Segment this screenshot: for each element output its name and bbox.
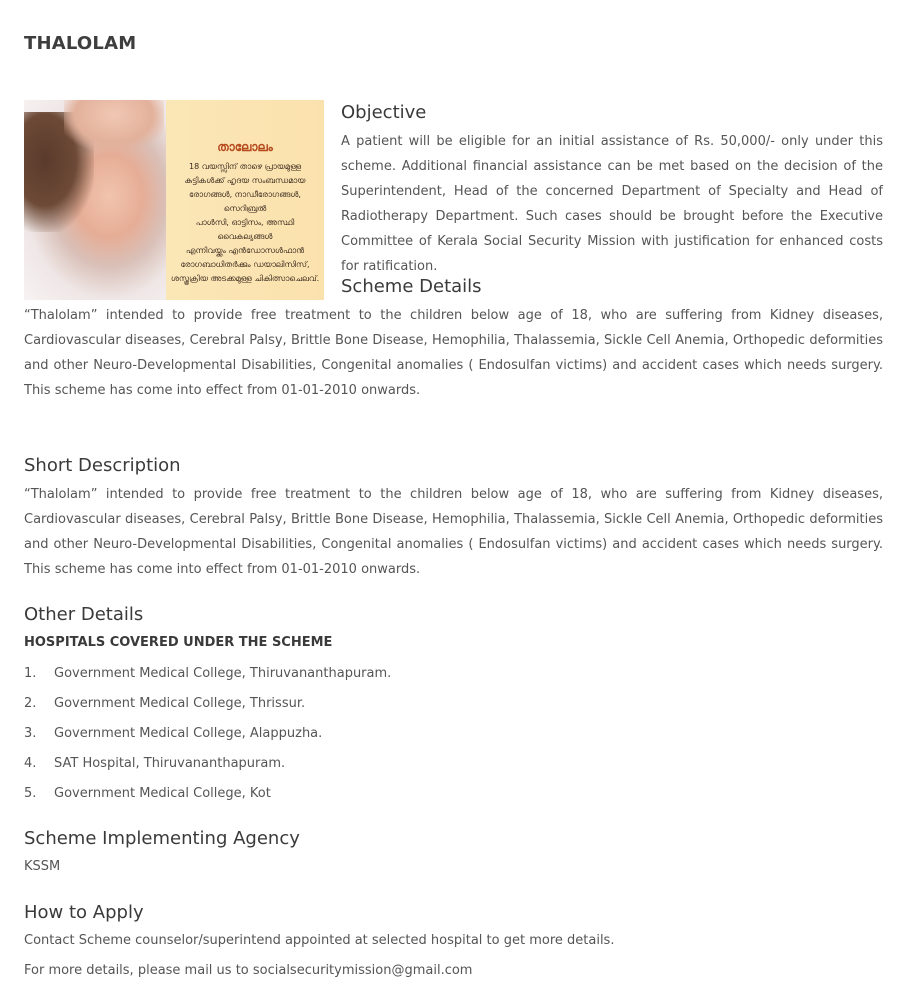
hospital-name: Government Medical College, Thiruvananthapuram. bbox=[54, 666, 392, 681]
hospital-name: Government Medical College, Thrissur. bbox=[54, 696, 306, 711]
how-to-apply-heading: How to Apply bbox=[24, 902, 144, 923]
agency-heading: Scheme Implementing Agency bbox=[24, 828, 300, 849]
poster-line: പാൾസി, ഓട്ടിസം, അസ്ഥി വൈകല്യങ്ങൾ bbox=[195, 218, 295, 241]
objective-heading: Objective bbox=[341, 102, 427, 123]
list-number: 5. bbox=[24, 786, 37, 801]
scheme-image bbox=[24, 100, 324, 300]
list-item bbox=[24, 779, 391, 809]
agency-value: KSSM bbox=[24, 859, 61, 874]
poster-title: താലോലം bbox=[217, 140, 273, 154]
short-description-text: “Thalolam” intended to provide free treatment to the children below age of 18, who are suffering from Kidney diseases, Cardiovascular diseases, Cerebral Palsy, Brittle Bone Disease, Hemophilia, Thalassemia, Sickle Cell Anemia, Orthopedic deformities and other Neuro-Developmental Disabilities, Congenital anomalies ( Endosulfan victims) and accident cases which needs surgery. This scheme has come into effect from 01-01-2010 onwards. bbox=[24, 487, 883, 577]
short-description-heading: Short Description bbox=[24, 455, 181, 476]
list-item bbox=[24, 659, 391, 689]
poster-line: രോഗങ്ങൾ, നാഡീരോഗങ്ങൾ, സെറിബ്രൽ bbox=[189, 190, 301, 213]
hand-on-forehead bbox=[64, 100, 164, 150]
hospitals-subheading: HOSPITALS COVERED UNDER THE SCHEME bbox=[24, 635, 333, 650]
poster-line: കുട്ടികൾക്ക് ഹൃദയ സംബന്ധമായ bbox=[184, 176, 306, 185]
poster-text bbox=[170, 140, 320, 286]
poster-line: എന്നിവയ്ക്കും എൻഡോസൾഫാൻ bbox=[185, 246, 305, 255]
list-item bbox=[24, 689, 391, 719]
poster-line: ശസ്ത്രക്രിയ അടക്കമുള്ള ചികിത്സാചെലവ്. bbox=[170, 274, 320, 283]
list-number: 1. bbox=[24, 666, 37, 681]
list-number: 2. bbox=[24, 696, 37, 711]
page-title: THALOLAM bbox=[24, 33, 137, 54]
poster-line: രോഗബാധിതർക്കും ഡയാലിസിസ്, bbox=[180, 260, 310, 269]
list-item bbox=[24, 749, 391, 779]
list-item bbox=[24, 719, 391, 749]
hospital-name: SAT Hospital, Thiruvananthapuram. bbox=[54, 756, 286, 771]
other-details-heading: Other Details bbox=[24, 604, 144, 625]
poster-line: 18 വയസ്സിന് താഴെ പ്രായമുള്ള bbox=[188, 162, 301, 171]
contact-email-text: For more details, please mail us to socialsecuritymission@gmail.com bbox=[24, 963, 473, 978]
how-to-apply-text: Contact Scheme counselor/superintend appointed at selected hospital to get more details. bbox=[24, 933, 615, 948]
hospital-list bbox=[24, 659, 391, 809]
list-number: 3. bbox=[24, 726, 37, 741]
list-number: 4. bbox=[24, 756, 37, 771]
objective-text: A patient will be eligible for an initial assistance of Rs. 50,000/- only under this scheme. Additional financial assistance can be met based on the decision of the Superintendent, Head of the concerned Department of Specialty and Head of Radiotherapy Department. Such cases should be brought before the Executive Committee of Kerala Social Security Mission with justification for enhanced costs for ratification. bbox=[341, 134, 883, 274]
hospital-name: Government Medical College, Kot bbox=[54, 786, 271, 801]
scheme-details-text: “Thalolam” intended to provide free treatment to the children below age of 18, who are suffering from Kidney diseases, Cardiovascular diseases, Cerebral Palsy, Brittle Bone Disease, Hemophilia, Thalassemia, Sickle Cell Anemia, Orthopedic deformities and other Neuro-Developmental Disabilities, Congenital anomalies ( Endosulfan victims) and accident cases which needs surgery. This scheme has come into effect from 01-01-2010 onwards. bbox=[24, 308, 883, 398]
scheme-details-heading: Scheme Details bbox=[341, 276, 482, 297]
hospital-name: Government Medical College, Alappuzha. bbox=[54, 726, 323, 741]
